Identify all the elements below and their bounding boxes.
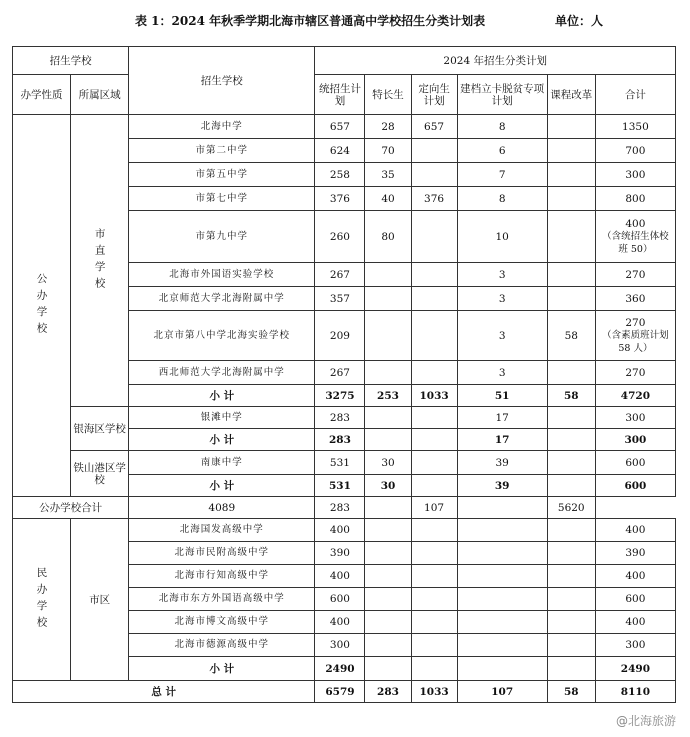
total-value: 400: [625, 570, 646, 582]
area-city: [71, 115, 129, 407]
cell-special: 40: [365, 187, 411, 211]
cell-special: 28: [365, 115, 411, 139]
cell-unified: 4089: [129, 497, 315, 519]
cell-reform: [547, 519, 595, 542]
cell-directed: 1033: [411, 681, 457, 703]
cell-special: 30: [365, 475, 411, 497]
school-name: 南康中学: [129, 451, 315, 475]
cell-reform: [547, 407, 595, 429]
cell-special: 70: [365, 139, 411, 163]
cell-reform: [547, 115, 595, 139]
cell-directed: [411, 451, 457, 475]
cell-total: [595, 263, 675, 287]
cell-directed: [365, 497, 411, 519]
cell-total: [595, 429, 675, 451]
area-city-label: 市直学校: [93, 227, 106, 294]
cell-special: [365, 634, 411, 657]
cell-directed: [411, 139, 457, 163]
cell-directed: [411, 542, 457, 565]
cell-unified: 357: [315, 287, 365, 311]
header-poverty: 建档立卡脱贫专项计划: [457, 75, 547, 115]
school-name: 北海市外国语实验学校: [129, 263, 315, 287]
table-title: 表 1：2024 年秋季学期北海市辖区普通高中学校招生分类计划表: [135, 14, 486, 28]
grand-total-row: [13, 681, 676, 703]
cell-unified: 376: [315, 187, 365, 211]
cell-reform: 58: [547, 681, 595, 703]
table-row: [13, 115, 676, 139]
cell-special: [365, 565, 411, 588]
cell-directed: [411, 311, 457, 361]
cell-poverty: [457, 565, 547, 588]
total-value: 600: [624, 479, 647, 492]
cell-reform: 58: [547, 385, 595, 407]
cell-directed: [411, 429, 457, 451]
school-name: 市第七中学: [129, 187, 315, 211]
cell-special: 30: [365, 451, 411, 475]
cell-directed: [411, 211, 457, 263]
header-nature: 办学性质: [13, 75, 71, 115]
cell-directed: [411, 634, 457, 657]
cell-poverty: 3: [457, 263, 547, 287]
cell-reform: [547, 163, 595, 187]
total-value: 270: [625, 316, 646, 329]
cell-reform: [547, 361, 595, 385]
cell-poverty: [457, 634, 547, 657]
total-value: 270: [625, 366, 646, 379]
cell-directed: [411, 657, 457, 681]
cell-unified: 283: [315, 407, 365, 429]
school-name: 市第二中学: [129, 139, 315, 163]
cell-unified: 531: [315, 475, 365, 497]
total-value: 360: [625, 292, 646, 305]
school-name: 北海国发高级中学: [129, 519, 315, 542]
cell-total: [547, 497, 595, 519]
cell-poverty: 17: [457, 429, 547, 451]
cell-unified: 260: [315, 211, 365, 263]
cell-reform: 58: [547, 311, 595, 361]
total-value: 300: [625, 639, 646, 651]
cell-poverty: 8: [457, 115, 547, 139]
cell-reform: [547, 611, 595, 634]
cell-reform: [547, 451, 595, 475]
school-name: 北京市第八中学北海实验学校: [129, 311, 315, 361]
cell-reform: [547, 263, 595, 287]
cell-reform: [547, 475, 595, 497]
total-row: [13, 497, 676, 519]
cell-reform: [547, 588, 595, 611]
total-value: 600: [625, 456, 646, 469]
cell-poverty: 17: [457, 407, 547, 429]
cell-unified: 209: [315, 311, 365, 361]
cell-directed: [411, 519, 457, 542]
cell-unified: 600: [315, 588, 365, 611]
cell-directed: 376: [411, 187, 457, 211]
cell-reform: [547, 187, 595, 211]
cell-special: 283: [315, 497, 365, 519]
unit-label: 单位：人: [555, 14, 604, 28]
header-special: 特长生: [365, 75, 411, 115]
total-value: 5620: [557, 501, 585, 514]
cell-unified: 531: [315, 451, 365, 475]
cell-poverty: 39: [457, 451, 547, 475]
cell-reform: [457, 497, 547, 519]
subtotal-label: 小 计: [129, 657, 315, 681]
cell-directed: [411, 407, 457, 429]
cell-directed: [411, 611, 457, 634]
subtotal-label: 小 计: [129, 385, 315, 407]
cell-unified: 390: [315, 542, 365, 565]
cell-total: [595, 475, 675, 497]
cell-unified: 267: [315, 263, 365, 287]
cell-unified: 3275: [315, 385, 365, 407]
cell-directed: [411, 475, 457, 497]
cell-total: [595, 588, 675, 611]
cell-directed: [411, 263, 457, 287]
grand-total-label: 总 计: [13, 681, 315, 703]
school-name: 西北师范大学北海附属中学: [129, 361, 315, 385]
area-private: 市区: [71, 519, 129, 681]
cell-poverty: 3: [457, 287, 547, 311]
cell-reform: [547, 287, 595, 311]
total-value: 1350: [622, 120, 649, 133]
cell-reform: [547, 657, 595, 681]
cell-poverty: 10: [457, 211, 547, 263]
subtotal-label: 小 计: [129, 475, 315, 497]
area-tieshan: 铁山港区学校: [71, 451, 129, 497]
cell-special: 35: [365, 163, 411, 187]
cell-total: [595, 542, 675, 565]
school-name: 市第九中学: [129, 211, 315, 263]
total-value: 300: [624, 433, 647, 446]
school-name: 北海市东方外国语高级中学: [129, 588, 315, 611]
cell-reform: [547, 634, 595, 657]
cell-special: [365, 519, 411, 542]
cell-unified: 283: [315, 429, 365, 451]
cell-directed: 657: [411, 115, 457, 139]
cell-unified: 6579: [315, 681, 365, 703]
cell-poverty: 3: [457, 311, 547, 361]
cell-total: [595, 407, 675, 429]
cell-special: 80: [365, 211, 411, 263]
cell-total: [595, 287, 675, 311]
cell-total: [595, 139, 675, 163]
cell-total: [595, 634, 675, 657]
watermark: @北海旅游: [615, 714, 676, 728]
cell-poverty: 3: [457, 361, 547, 385]
title-row: [0, 10, 690, 32]
school-name: 北海市博文高级中学: [129, 611, 315, 634]
cell-total: [595, 115, 675, 139]
cell-poverty: 107: [411, 497, 457, 519]
header-unified: 统招生计划: [315, 75, 365, 115]
cell-special: [365, 611, 411, 634]
total-value: 8110: [620, 685, 651, 698]
header-directed: 定向生计划: [411, 75, 457, 115]
header-area: 所属区域: [71, 75, 129, 115]
cell-poverty: [457, 542, 547, 565]
cell-unified: 400: [315, 519, 365, 542]
cell-reform: [547, 565, 595, 588]
enrollment-plan-table: [12, 46, 676, 703]
cell-poverty: 8: [457, 187, 547, 211]
school-name: 北海市行知高级中学: [129, 565, 315, 588]
cell-poverty: [457, 519, 547, 542]
school-name: 银滩中学: [129, 407, 315, 429]
header-row-1: [13, 47, 676, 75]
cell-total: [595, 163, 675, 187]
cell-total: [595, 311, 675, 361]
cell-poverty: 107: [457, 681, 547, 703]
cell-unified: 258: [315, 163, 365, 187]
cell-special: [365, 287, 411, 311]
cell-special: [365, 263, 411, 287]
cell-unified: 624: [315, 139, 365, 163]
header-total: 合计: [595, 75, 675, 115]
header-group-plan: 2024 年招生分类计划: [315, 47, 676, 75]
cell-directed: [411, 361, 457, 385]
school-name: 北海中学: [129, 115, 315, 139]
cell-unified: 657: [315, 115, 365, 139]
cell-total: [595, 451, 675, 475]
cell-reform: [547, 429, 595, 451]
cell-unified: 2490: [315, 657, 365, 681]
cell-directed: [411, 163, 457, 187]
total-note: （含统招生体校班 50）: [602, 230, 669, 255]
total-value: 2490: [620, 662, 651, 675]
cell-total: [595, 565, 675, 588]
cell-total: [595, 611, 675, 634]
nature-private: [13, 519, 71, 681]
cell-unified: 400: [315, 565, 365, 588]
total-value: 400: [625, 217, 646, 230]
cell-total: [595, 681, 675, 703]
cell-reform: [547, 211, 595, 263]
cell-special: [365, 311, 411, 361]
total-value: 400: [625, 616, 646, 628]
cell-poverty: 51: [457, 385, 547, 407]
cell-reform: [547, 139, 595, 163]
cell-directed: [411, 287, 457, 311]
cell-directed: 1033: [411, 385, 457, 407]
header-row-2: [13, 75, 676, 115]
total-value: 270: [625, 268, 646, 281]
cell-total: [595, 211, 675, 263]
cell-total: [595, 385, 675, 407]
public-total-label: 公办学校合计: [13, 497, 129, 519]
school-name: 市第五中学: [129, 163, 315, 187]
cell-total: [595, 657, 675, 681]
cell-special: [365, 407, 411, 429]
school-name: 北京师范大学北海附属中学: [129, 287, 315, 311]
nature-public: [13, 115, 71, 497]
school-name: 北海市民附高级中学: [129, 542, 315, 565]
cell-total: [595, 187, 675, 211]
cell-directed: [411, 565, 457, 588]
cell-poverty: [457, 588, 547, 611]
total-value: 600: [625, 593, 646, 605]
cell-directed: [411, 588, 457, 611]
cell-poverty: [457, 611, 547, 634]
school-name: 北海市德源高级中学: [129, 634, 315, 657]
cell-special: [365, 429, 411, 451]
total-value: 400: [625, 524, 646, 536]
cell-unified: 400: [315, 611, 365, 634]
header-reform: 课程改革: [547, 75, 595, 115]
cell-unified: 300: [315, 634, 365, 657]
cell-poverty: [457, 657, 547, 681]
header-school: 招生学校: [129, 47, 315, 115]
total-value: 300: [625, 168, 646, 181]
total-value: 800: [625, 192, 646, 205]
area-yinhai: 银海区学校: [71, 407, 129, 451]
nature-private-label: 民办学校: [35, 566, 48, 633]
cell-total: [595, 361, 675, 385]
nature-public-label: 公办学校: [35, 272, 48, 339]
table-row: [13, 519, 676, 542]
cell-reform: [547, 542, 595, 565]
cell-special: [365, 361, 411, 385]
cell-special: [365, 657, 411, 681]
table-row: [13, 407, 676, 429]
cell-special: [365, 588, 411, 611]
cell-unified: 267: [315, 361, 365, 385]
cell-total: [595, 519, 675, 542]
cell-special: 283: [365, 681, 411, 703]
total-value: 4720: [620, 389, 651, 402]
total-value: 300: [625, 411, 646, 424]
table-body: [13, 47, 676, 703]
cell-poverty: 7: [457, 163, 547, 187]
total-value: 390: [625, 547, 646, 559]
subtotal-label: 小 计: [129, 429, 315, 451]
cell-special: [365, 542, 411, 565]
total-note: （含素质班计划 58 人）: [602, 329, 669, 354]
header-group-school: 招生学校: [13, 47, 129, 75]
cell-poverty: 6: [457, 139, 547, 163]
table-row: [13, 451, 676, 475]
cell-special: 253: [365, 385, 411, 407]
total-value: 700: [625, 144, 646, 157]
cell-poverty: 39: [457, 475, 547, 497]
